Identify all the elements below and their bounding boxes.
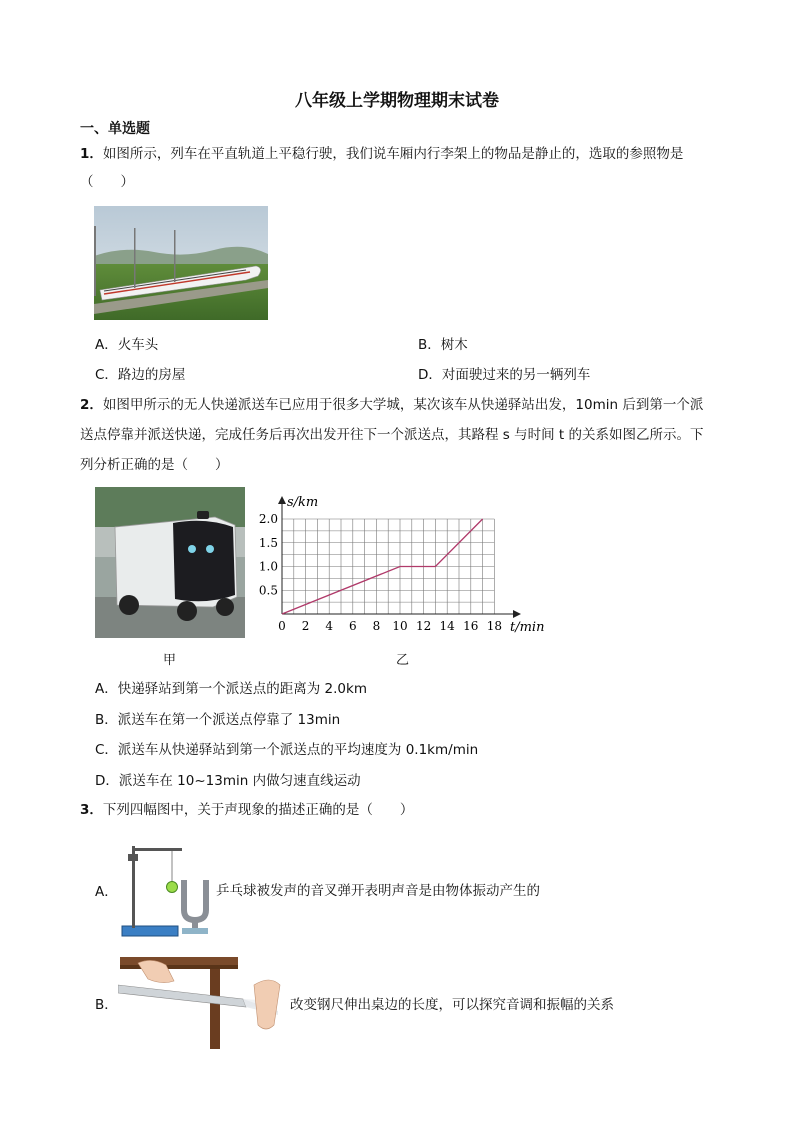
section-heading: 一、单选题 <box>80 121 150 137</box>
steel-ruler-figure <box>118 955 288 1050</box>
y-tick-label: 1.5 <box>258 535 278 550</box>
q1-option-a: A．火车头 <box>95 337 159 353</box>
x-tick-label: 18 <box>486 619 503 633</box>
q2-line1: 2．如图甲所示的无人快递派送车已应用于很多大学城，某次该车从快递驿站出发，10min 后到第一个派 <box>80 397 704 413</box>
x-tick-label: 0 <box>278 619 286 633</box>
page-title: 八年级上学期物理期末试卷 <box>295 91 499 111</box>
q2-number: 2． <box>80 397 103 413</box>
x-axis-label: t/min <box>510 620 545 635</box>
q1-line2: （ ） <box>80 174 134 190</box>
x-tick-label: 14 <box>439 619 455 633</box>
y-tick-label: 2.0 <box>258 512 278 526</box>
x-tick-label: 6 <box>348 619 357 633</box>
chart-grid <box>282 519 494 614</box>
q2-line2: 送点停靠并派送快递，完成任务后再次出发开往下一个派送点，其路程 s 与时间 t 的关系如图乙所示。下 <box>80 427 704 443</box>
y-tick-label: 0.5 <box>258 583 278 598</box>
x-tick-label: 2 <box>301 619 310 633</box>
q3-number: 3． <box>80 802 103 818</box>
q3-line1: 3．下列四幅图中，关于声现象的描述正确的是（ ） <box>80 802 414 818</box>
x-tick-label: 4 <box>325 619 334 633</box>
y-tick-label: 1.0 <box>258 559 278 574</box>
delivery-robot-photo <box>95 487 245 638</box>
q2-line3: 列分析正确的是（ ） <box>80 457 229 473</box>
caption-jia: 甲 <box>163 653 177 668</box>
y-tick-labels <box>259 512 278 597</box>
q3-option-b-text: 改变钢尺伸出桌边的长度，可以探究音调和振幅的关系 <box>290 997 614 1013</box>
caption-yi: 乙 <box>396 653 410 668</box>
q1-option-b: B．树木 <box>418 337 468 353</box>
q1-number: 1． <box>80 146 103 162</box>
q2-option-d: D．派送车在 10~13min 内做匀速直线运动 <box>95 773 361 789</box>
tuning-fork-pingpong-figure <box>120 832 220 942</box>
q3-option-a-label: A． <box>95 884 118 900</box>
train-photo <box>94 206 268 320</box>
q1-option-c: C．路边的房屋 <box>95 367 186 383</box>
q2-option-a: A．快递驿站到第一个派送点的距离为 2.0km <box>95 681 367 697</box>
q1-option-d: D．对面驶过来的另一辆列车 <box>418 367 591 383</box>
distance-time-chart <box>255 490 550 640</box>
y-axis-label: s/km <box>287 495 319 510</box>
x-tick-label: 8 <box>372 619 381 633</box>
q2-option-b: B．派送车在第一个派送点停靠了 13min <box>95 712 341 728</box>
x-tick-label: 12 <box>415 619 432 633</box>
x-tick-label: 16 <box>463 619 479 633</box>
q3-option-a-text: 乒乓球被发声的音叉弹开表明声音是由物体振动产生的 <box>216 883 540 899</box>
q2-option-c: C．派送车从快递驿站到第一个派送点的平均速度为 0.1km/min <box>95 742 479 758</box>
x-tick-label: 10 <box>392 619 408 633</box>
q1-line1: 1．如图所示，列车在平直轨道上平稳行驶，我们说车厢内行李架上的物品是静止的，选取的参照物是 <box>80 146 684 162</box>
q3-option-b-label: B． <box>95 997 118 1013</box>
x-tick-labels <box>278 619 502 633</box>
